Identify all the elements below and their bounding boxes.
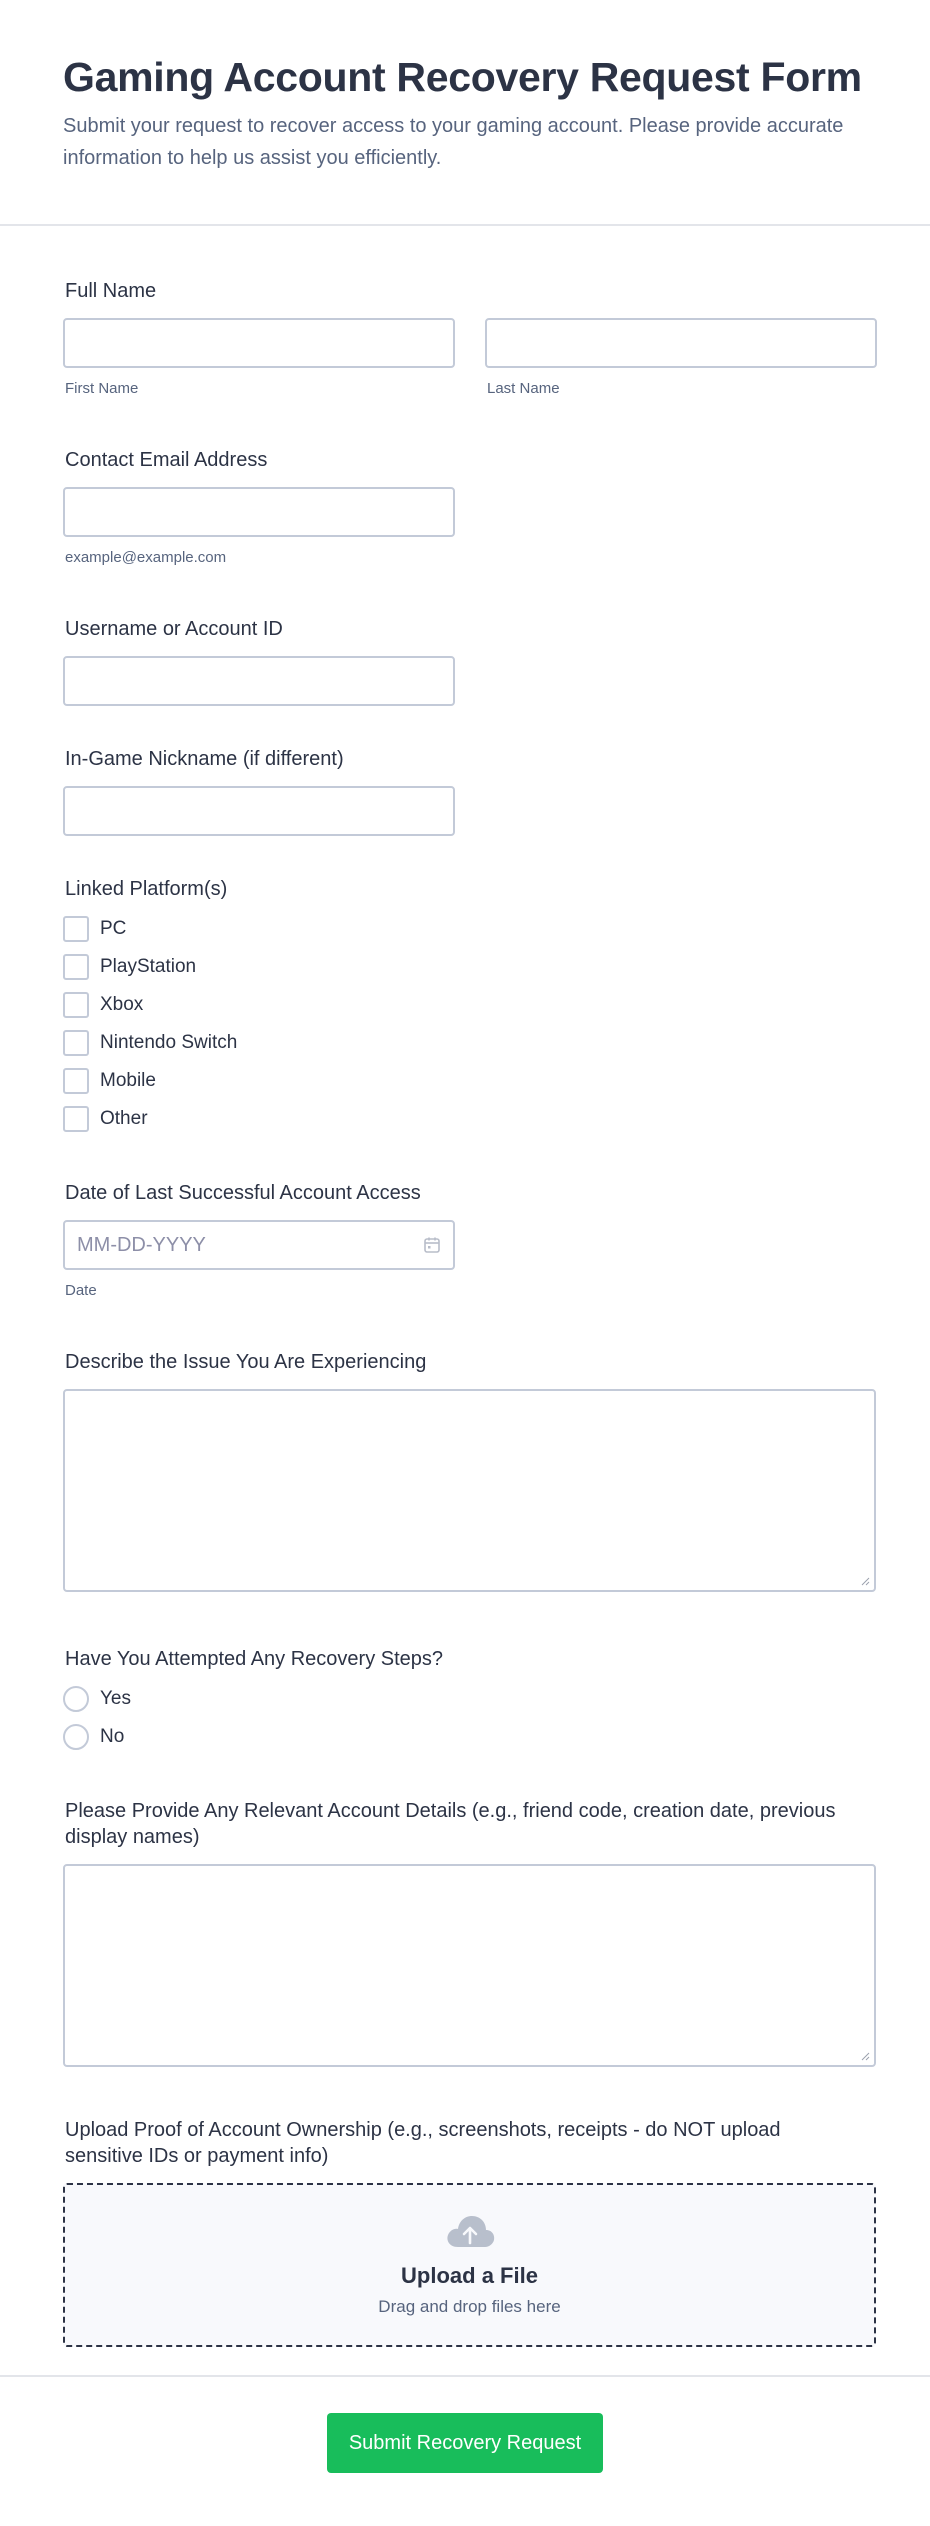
recovery-option-label: Yes [100, 1688, 131, 1709]
upload-field [63, 2117, 867, 2347]
platform-option-mobile[interactable] [63, 1062, 867, 1100]
form-body [0, 226, 930, 2347]
upload-dropzone[interactable] [63, 2183, 876, 2347]
email-field [63, 447, 867, 566]
last-name-input[interactable] [485, 318, 877, 368]
platform-option-label: PlayStation [100, 956, 197, 977]
email-input[interactable] [63, 487, 455, 537]
upload-subtitle: Drag and drop files here [378, 2297, 561, 2316]
form-title: Gaming Account Recovery Request Form [63, 54, 862, 100]
platform-checkbox[interactable] [63, 1068, 89, 1094]
platform-option-xbox[interactable] [63, 986, 867, 1024]
platform-option-label: Other [100, 1108, 148, 1129]
username-field [63, 616, 867, 706]
last-access-date-input[interactable] [63, 1220, 455, 1270]
submit-button[interactable]: Submit Recovery Request [327, 2413, 603, 2473]
email-label: Contact Email Address [65, 449, 268, 471]
recovery-option-label: No [100, 1726, 125, 1747]
last-name-sublabel: Last Name [487, 380, 560, 397]
account-details-label: Please Provide Any Relevant Account Details (e.g., friend code, creation date, previous display names) [65, 1800, 836, 1848]
platform-option-label: Mobile [100, 1070, 156, 1091]
platform-option-label: Xbox [100, 994, 144, 1015]
resize-handle-icon[interactable] [860, 2051, 870, 2061]
recovery-option-yes[interactable] [63, 1680, 867, 1718]
nickname-input[interactable] [63, 786, 455, 836]
last-access-field [63, 1180, 867, 1299]
platform-option-label: Nintendo Switch [100, 1032, 238, 1053]
calendar-icon[interactable] [423, 1236, 441, 1254]
platform-option-other[interactable] [63, 1100, 867, 1138]
platform-checkbox[interactable] [63, 992, 89, 1018]
date-sublabel: Date [65, 1282, 97, 1299]
issue-field [63, 1349, 867, 1592]
platform-option-playstation[interactable] [63, 948, 867, 986]
date-placeholder: MM-DD-YYYY [77, 1233, 206, 1256]
platform-checkbox[interactable] [63, 916, 89, 942]
platform-checkbox[interactable] [63, 1030, 89, 1056]
recovery-radio[interactable] [63, 1686, 89, 1712]
full-name-field [63, 278, 867, 397]
recovery-radio[interactable] [63, 1724, 89, 1750]
account-details-field [63, 1798, 867, 2067]
last-access-label: Date of Last Successful Account Access [65, 1182, 421, 1204]
platform-option-nintendo-switch[interactable] [63, 1024, 867, 1062]
platforms-label: Linked Platform(s) [65, 878, 228, 900]
nickname-field [63, 746, 867, 836]
username-label: Username or Account ID [65, 618, 283, 640]
first-name-sublabel: First Name [65, 380, 139, 397]
email-sublabel: example@example.com [65, 549, 227, 566]
platform-checkbox[interactable] [63, 954, 89, 980]
recovery-steps-label: Have You Attempted Any Recovery Steps? [65, 1648, 444, 1670]
platforms-field [63, 876, 867, 1138]
platform-checkbox[interactable] [63, 1106, 89, 1132]
username-input[interactable] [63, 656, 455, 706]
first-name-input[interactable] [63, 318, 455, 368]
form-footer [0, 2375, 930, 2473]
resize-handle-icon[interactable] [860, 1576, 870, 1586]
upload-title: Upload a File [401, 2263, 538, 2288]
recovery-option-no[interactable] [63, 1718, 867, 1756]
full-name-label: Full Name [65, 280, 157, 302]
recovery-steps-field [63, 1646, 867, 1756]
platform-option-label: PC [100, 918, 127, 939]
cloud-upload-icon [444, 2213, 496, 2251]
upload-label: Upload Proof of Account Ownership (e.g., screenshots, receipts - do NOT upload sensitive IDs or payment info) [65, 2119, 781, 2167]
account-details-textarea[interactable] [63, 1864, 876, 2067]
form-subtitle: Submit your request to recover access to your gaming account. Please provide accurate information to help us assist you efficiently. [63, 115, 844, 169]
nickname-label: In-Game Nickname (if different) [65, 748, 344, 770]
issue-textarea[interactable] [63, 1389, 876, 1592]
platform-option-pc[interactable] [63, 910, 867, 948]
issue-label: Describe the Issue You Are Experiencing [65, 1351, 427, 1373]
form-header [0, 0, 930, 226]
